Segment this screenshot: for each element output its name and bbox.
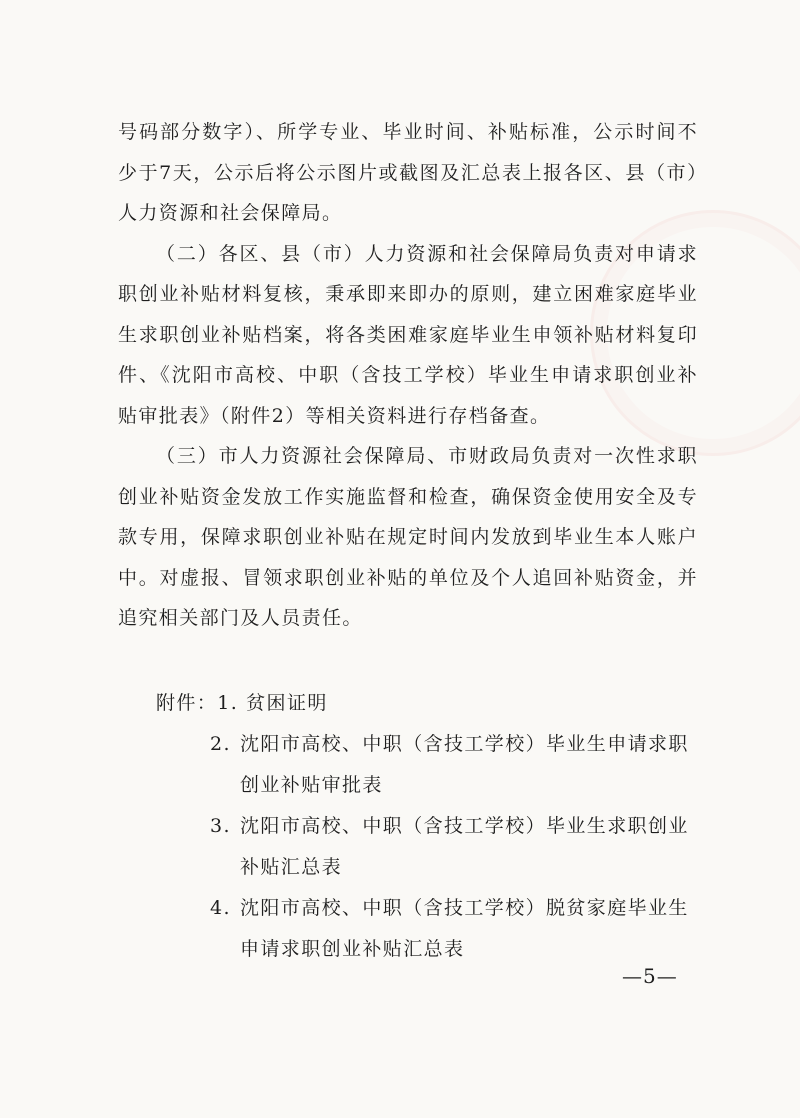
attachment-row-4 bbox=[210, 888, 698, 970]
paragraph-section-3: （三）市人力资源社会保障局、市财政局负责对一次性求职创业补贴资金发放工作实施监督和检查，确保资金使用安全及专款专用，保障求职创业补贴在规定时间内发放到毕业生本人账户中。对虚报、冒领求职创业补贴的单位及个人追回补贴资金，并追究相关部门及人员责任。 bbox=[118, 445, 698, 629]
attachment-1-text: 贫困证明 bbox=[246, 691, 328, 714]
attachment-2-number: 2. bbox=[210, 732, 231, 755]
attachment-3-text: 沈阳市高校、中职（含技工学校）毕业生求职创业补贴汇总表 bbox=[240, 814, 689, 878]
attachment-row-3 bbox=[210, 806, 698, 888]
spacer bbox=[118, 639, 698, 683]
attachment-3-number: 3. bbox=[210, 814, 231, 837]
attachment-2-text: 沈阳市高校、中职（含技工学校）毕业生申请求职创业补贴审批表 bbox=[240, 732, 689, 796]
document-body bbox=[118, 112, 698, 970]
attachment-4-text: 沈阳市高校、中职（含技工学校）脱贫家庭毕业生申请求职创业补贴汇总表 bbox=[240, 896, 689, 960]
page-number: —5— bbox=[622, 964, 678, 988]
attachments-label: 附件： bbox=[156, 691, 218, 714]
attachment-row-2 bbox=[210, 724, 698, 806]
paragraph-section-2: （二）各区、县（市）人力资源和社会保障局负责对申请求职创业补贴材料复核，秉承即来即办的原则，建立困难家庭毕业生求职创业补贴档案，将各类困难家庭毕业生申领补贴材料复印件、《沈阳市高校、中职（含技工学校）毕业生申请求职创业补贴审批表》（附件2）等相关资料进行存档备查。 bbox=[118, 242, 698, 427]
attachment-row-1 bbox=[118, 683, 698, 724]
attachment-1-number: 1. bbox=[217, 691, 239, 714]
paragraph-continuation: 号码部分数字）、所学专业、毕业时间、补贴标准，公示时间不少于7天，公示后将公示图片或截图及汇总表上报各区、县（市）人力资源和社会保障局。 bbox=[118, 121, 698, 224]
attachment-4-number: 4. bbox=[210, 896, 231, 919]
